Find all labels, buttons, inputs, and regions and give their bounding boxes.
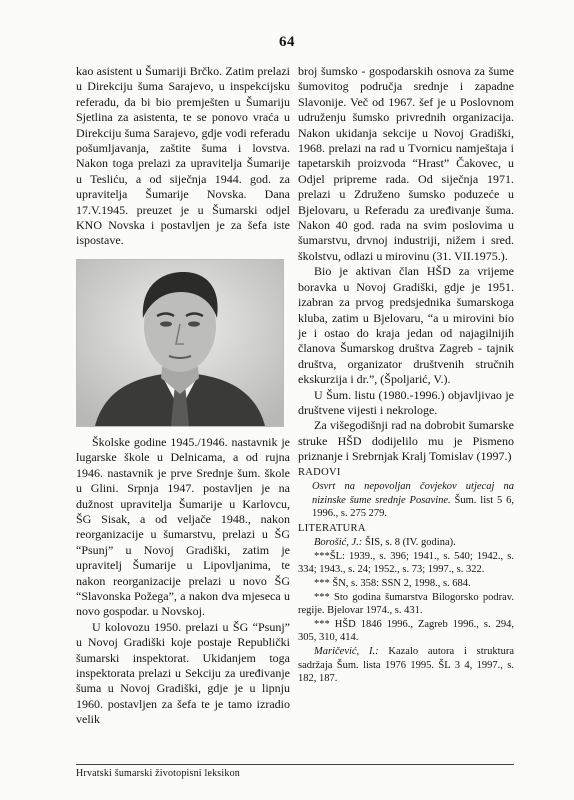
footer-divider <box>76 764 514 765</box>
literatura-author: Borošić, J.: <box>314 537 363 549</box>
literatura-author: Maričević, I.: <box>314 645 379 657</box>
literatura-text: Kazalo autora i struktura sadržaja Šum. lista 1976 1995. ŠL 3 4, 1997., s. 182, 187. <box>298 645 514 685</box>
literatura-entry <box>298 591 514 618</box>
portrait-illustration <box>77 260 283 426</box>
literatura-text: ***ŠL: 1939., s. 396; 1941., s. 540; 1942., s. 334; 1943., s. 24; 1952., s. 73; 1997., s. 322. <box>298 550 514 576</box>
bio-paragraph-3: U kolovozu 1950. prelazi u ŠG “Psunj” u Novoj Gradiški koje postaje Republički šumarski inspektorat. Ukidanjem toga inspektorata prelazi u Sekciju za uređivanje šuma u Novoj Gradiški, gdje je u lipnju 1960. postavljen za šefa te je tamo izradio velik <box>76 619 290 727</box>
left-column <box>76 64 290 728</box>
bio-paragraph-1: kao asistent u Šumariji Brčko. Zatim prelazi u Direkciju šuma Sarajevo, u inspekcijsku referadu, da bi bio premješten u Šumariju Sjetlina za asistenta, te se ponovo vraća u Direkciju šuma Sarajevo, gdje vodi referadu pošumljavanja, zaštite šuma i lovstva. Nakon toga prelazi za upravitelja Šumarije u Tesliću, a od siječnja 1944. god. za upravitelja Šumarije Novska. Dana 17.V.1945. preuzet je u Šumarski odjel KNO Novska i postavljen je za šefa iste ispostave. <box>76 64 290 248</box>
page-number: 64 <box>279 34 295 50</box>
right-column <box>298 64 514 686</box>
portrait-photo <box>76 259 284 427</box>
bio-paragraph-4: broj šumsko - gospodarskih osnova za šume šumovitog područja srednje i zapadne Slavonije. Več od 1967. šef je u Poslovnom udruženju šumsko privrednih organizacija. Nakon ukidanja sekcije u Novoj Gradiški, 1968. prelazi na rad u Tvornicu namještaja i tapetarskih proizvoda “Hrast” Čakovec, u Odjel pripreme rada. Od siječnja 1971. prelazi u Združeno šumsko poduzeće u Bjelovaru, u Referadu za uređivanje šuma. Nakon 40 god. rada na svim poslovima u šumarstvu, drvnoj industriji, nižem i sred. školstvu, odlazi u mirovinu (31. VII.1975.). <box>298 64 514 263</box>
radovi-heading: RADOVI <box>298 466 341 478</box>
bio-paragraph-7: Za višegodišnji rad na dobrobit šumarske struke HŠD dodijelilo mu je Pismeno priznanje i Srebrnjak Kralj Tomislav (1997.) <box>298 418 514 464</box>
literatura-entry <box>298 536 514 550</box>
radovi-entry <box>298 480 514 521</box>
literatura-entry <box>298 550 514 577</box>
radovi-title: Osvrt na nepovoljan čovjekov utjecaj na nizinske šume srednje Posavine. <box>312 480 514 506</box>
literatura-text: ŠIS, s. 8 (IV. godina). <box>362 537 456 549</box>
footer-title: Hrvatski šumarski životopisni leksikon <box>76 768 240 779</box>
literatura-entry <box>298 577 514 591</box>
literatura-entry <box>298 645 514 686</box>
bio-paragraph-2: Školske godine 1945./1946. nastavnik je lugarske škole u Delnicama, a od rujna 1946. nastavnik je prve Srednje šum. škole u Glini. Srpnja 1947. postavljen je na dužnost upravitelja Šumarije u Karlovcu, ŠG Sisak, a od veljače 1948., nakon reorganizacije u šumarstvu, prelazi u ŠG “Psunj” u Novoj Gradiški, zatim je upravitelj Šumarije u Lipovljanima, te nakon reorganizacije prelazi u novo ŠG “Slavonska Požega”, a nakon dva mjeseca u novo gospodar. u Novskoj. <box>76 434 290 619</box>
literatura-heading: LITERATURA <box>298 522 366 534</box>
literatura-text: *** HŠD 1846 1996., Zagreb 1996., s. 294, 305, 310, 414. <box>298 618 514 644</box>
literatura-text: *** Sto godina šumarstva Bilogorsko podrav. regije. Bjelovar 1974., s. 431. <box>298 591 514 617</box>
radovi-citation: Šum. list 5 6, 1996., s. 275 279. <box>312 494 514 520</box>
literatura-entry <box>298 618 514 645</box>
bio-paragraph-5: Bio je aktivan član HŠD za vrijeme boravka u Novoj Gradiški, gdje je 1951. izabran za prvog predsjednika šumarskoga kluba, zatim u Bjelovaru, “a u mirovini bio je i ostao do kraja jedan od najagilnijih članova Šumarskog društva Zagreb - tajnik društva, organizator društvenih stručnih ekskurzija i dr.”, (Špoljarić, V.). <box>298 264 514 387</box>
literatura-text: *** ŠN, s. 358: SSN 2, 1998., s. 684. <box>314 577 471 589</box>
bio-paragraph-6: U Šum. listu (1980.-1996.) objavljivao je društvene vijesti i nekrologe. <box>298 387 514 417</box>
